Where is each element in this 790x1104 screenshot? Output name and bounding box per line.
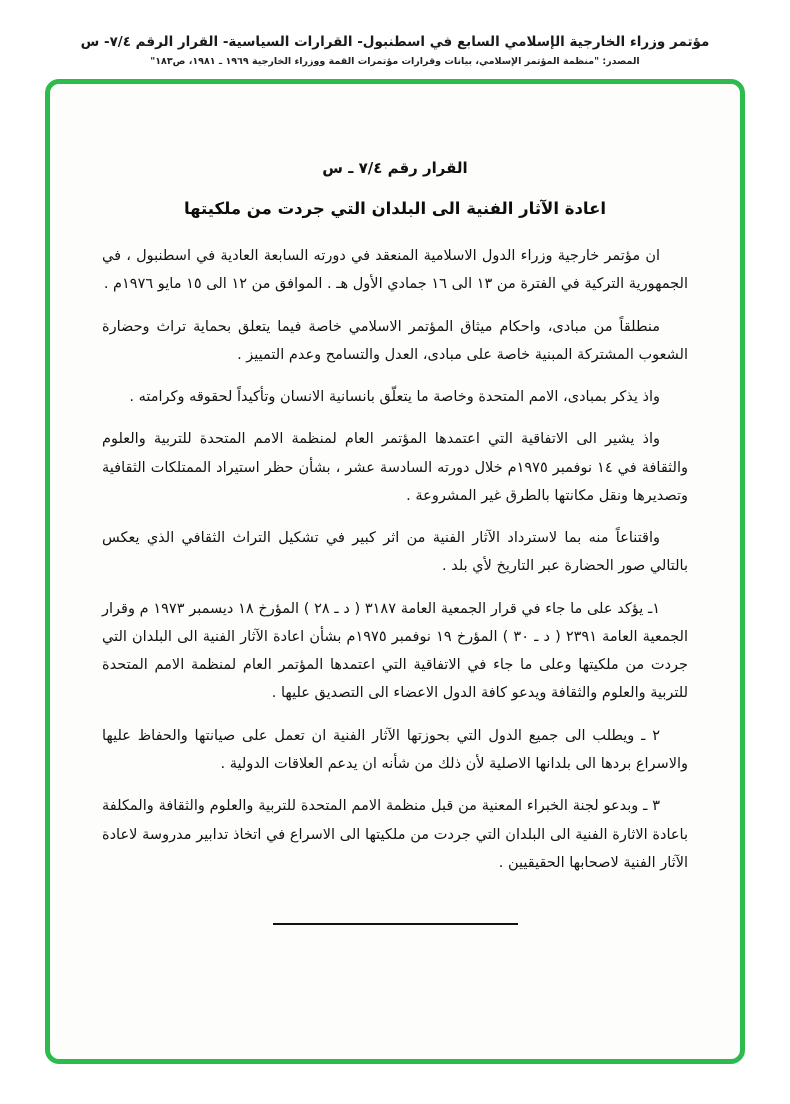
- paragraph-preamble-1: ان مؤتمر خارجية وزراء الدول الاسلامية المنعقد في دورته السابعة العادية في اسطنبول ، في الجمهورية التركية في الفترة من ١٣ الى ١٦ جمادي الأول هـ . الموافق من ١٢ الى ١٥ مايو ١٩٧٦م .: [102, 248, 688, 293]
- paragraph-preamble-3: واذ يذكر بمبادى، الامم المتحدة وخاصة ما يتعلّق بانسانية الانسان وتأكيداً لحقوقه وكرامته .: [129, 389, 660, 406]
- document-header: [0, 0, 790, 67]
- paragraph-preamble-4: واذ يشير الى الاتفاقية التي اعتمدها المؤتمر العام لمنظمة الامم المتحدة للتربية والعلوم والثقافة في ١٤ نوفمبر ١٩٧٥م خلال دورته السادسة عشر ، بشأن حظر استيراد الممتلكات الثقافية وتصديرها ونقل مكانتها بالطرق غير المشروعة .: [102, 431, 688, 504]
- resolution-item-2: ٢ ـ ويطلب الى جميع الدول التي بحوزتها الآثار الفنية ان تعمل على صيانتها والحفاظ عليها والاسراع بردها الى بلدانها الاصلية لأن ذلك من شأنه ان يدعم العلاقات الدولية .: [102, 727, 688, 772]
- resolution-number-title: القرار رقم ٧/٤ ـ س: [322, 159, 468, 177]
- paragraph-preamble-2: منطلقاً من مبادى، واحكام ميثاق المؤتمر الاسلامي خاصة فيما يتعلق بحماية تراث وحضارة الشعوب المشتركة المبنية خاصة على مبادى، العدل والتسامح وعدم التمييز .: [102, 318, 688, 363]
- header-title-line: مؤتمر وزراء الخارجية الإسلامي السابع في اسطنبول- القرارات السياسية- القرار الرقم ٧/٤- س: [80, 34, 710, 50]
- end-divider-line: [273, 923, 518, 925]
- resolution-item-1: ١ـ يؤكد على ما جاء في قرار الجمعية العامة ٣١٨٧ ( د ـ ٢٨ ) المؤرخ ١٨ ديسمبر ١٩٧٣ م وقرار الجمعية العامة ٢٣٩١ ( د ـ ٣٠ ) المؤرخ ١٩ نوفمبر ١٩٧٥م بشأن اعادة الآثار الفنية الى البلدان التي جردت من ملكيتها وعلى ما جاء في الاتفاقية التي اعتمدها المؤتمر العام لمنظمة الامم المتحدة للتربية والعلوم والثقافة ويدعو كافة الدول الاعضاء الى التصديق عليها .: [102, 600, 689, 702]
- paragraph-preamble-5: واقتناعاً منه بما لاسترداد الآثار الفنية من اثر كبير في تشكيل التراث الثقافي الذي يعكس بالتالي صور الحضارة عبر التاريخ لأي بلد .: [102, 530, 688, 575]
- green-border-frame: [45, 79, 745, 1064]
- document-body: [102, 242, 688, 877]
- resolution-item-3: ٣ ـ وبدعو لجنة الخبراء المعنية من قبل منظمة الامم المتحدة للتربية والعلوم والثقافة والمكلفة باعادة الاثارة الفنية الى البلدان التي جردت من ملكيتها الى الاسراع في اتخاذ تدابير مدروسة لاعادة الآثار الفنية لاصحابها الحقيقيين .: [102, 798, 688, 871]
- header-source-line: المصدر: "منظمة المؤتمر الإسلامي، بيانات وقرارات مؤتمرات القمة ووزراء الخارجية ١٩٦٩ ـ ١٩٨١، ص١٨٣": [150, 56, 640, 67]
- resolution-subject-title: اعادة الآثار الفنية الى البلدان التي جردت من ملكيتها: [183, 199, 607, 218]
